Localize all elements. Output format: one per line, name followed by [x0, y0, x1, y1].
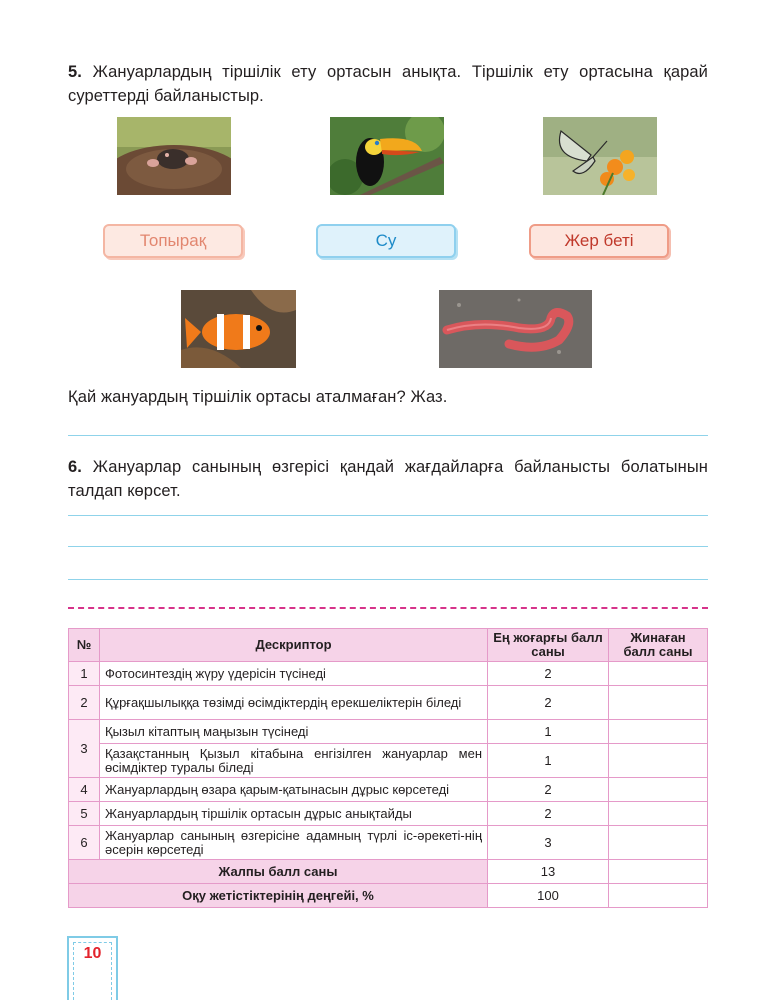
mole-photo	[117, 117, 231, 195]
question-5-number: 5.	[68, 63, 82, 81]
row-score-cell[interactable]	[609, 826, 708, 860]
total-value: 13	[488, 860, 609, 884]
row-max: 3	[488, 826, 609, 860]
table-header-row	[69, 629, 708, 662]
earthworm-photo	[439, 290, 592, 368]
page-number: 10	[83, 945, 102, 962]
table-row	[69, 826, 708, 860]
answer-line[interactable]	[68, 546, 708, 547]
toucan-photo	[330, 117, 444, 195]
answer-line[interactable]	[68, 579, 708, 580]
table-row	[69, 720, 708, 744]
question-6	[68, 455, 708, 503]
row-score-cell[interactable]	[609, 778, 708, 802]
butterfly-photo	[543, 117, 657, 195]
level-row	[69, 884, 708, 908]
section-divider	[68, 607, 708, 609]
row-score-cell[interactable]	[609, 802, 708, 826]
row-score-cell[interactable]	[609, 662, 708, 686]
row-num: 6	[69, 826, 100, 860]
row-num: 2	[69, 686, 100, 720]
habitat-tag-land[interactable]: Жер беті	[529, 224, 669, 258]
row-max: 1	[488, 720, 609, 744]
row-num: 3	[69, 720, 100, 778]
row-max: 2	[488, 662, 609, 686]
total-label: Жалпы балл саны	[69, 860, 488, 884]
row-max: 2	[488, 802, 609, 826]
row-score-cell[interactable]	[609, 720, 708, 744]
header-got: Жинаған балл саны	[609, 629, 708, 662]
row-descriptor: Қызыл кітаптың маңызын түсінеді	[100, 720, 488, 744]
row-max: 2	[488, 686, 609, 720]
row-num: 4	[69, 778, 100, 802]
clownfish-photo	[181, 290, 296, 368]
total-score-cell[interactable]	[609, 860, 708, 884]
row-descriptor: Жануарлардың өзара қарым-қатынасын дұрыс көрсетеді	[100, 778, 488, 802]
row-score-cell[interactable]	[609, 686, 708, 720]
row-max: 1	[488, 744, 609, 778]
row-num: 5	[69, 802, 100, 826]
question-5-text: Жануарлардың тіршілік ету ортасын анықта. Тіршілік ету ортасына қарай суреттерді байланыстыр.	[68, 63, 708, 105]
level-label: Оқу жетістіктерінің деңгейі, %	[69, 884, 488, 908]
header-max: Ең жоғарғы балл саны	[488, 629, 609, 662]
rubric-table	[68, 628, 708, 908]
page-number-box	[67, 936, 118, 1000]
question-5-followup: Қай жануардың тіршілік ортасы аталмаған? Жаз.	[68, 388, 448, 406]
question-6-text: Жануарлар санының өзгерісі қандай жағдайларға байланысты болатынын талдап көрсет.	[68, 458, 708, 500]
total-row	[69, 860, 708, 884]
habitat-tag-water[interactable]: Су	[316, 224, 456, 258]
row-descriptor: Фотосинтездің жүру үдерісін түсінеді	[100, 662, 488, 686]
row-descriptor: Құрғақшылыққа төзімді өсімдіктердің ерекшеліктерін біледі	[100, 686, 488, 720]
table-row	[69, 778, 708, 802]
row-num: 1	[69, 662, 100, 686]
question-5	[68, 60, 708, 108]
row-descriptor: Жануарлар санының өзгерісіне адамның түрлі іс-әрекеті-нің әсерін көрсетеді	[100, 826, 488, 860]
row-max: 2	[488, 778, 609, 802]
level-score-cell[interactable]	[609, 884, 708, 908]
row-descriptor: Жануарлардың тіршілік ортасын дұрыс анықтайды	[100, 802, 488, 826]
answer-line[interactable]	[68, 515, 708, 516]
table-row	[69, 744, 708, 778]
question-6-number: 6.	[68, 458, 82, 476]
table-row	[69, 662, 708, 686]
level-value: 100	[488, 884, 609, 908]
table-row	[69, 802, 708, 826]
answer-line[interactable]	[68, 435, 708, 436]
table-row	[69, 686, 708, 720]
row-descriptor: Қазақстанның Қызыл кітабына енгізілген жануарлар мен өсімдіктер туралы біледі	[100, 744, 488, 778]
header-num: №	[69, 629, 100, 662]
habitat-tag-soil[interactable]: Топырақ	[103, 224, 243, 258]
header-descriptor: Дескриптор	[100, 629, 488, 662]
row-score-cell[interactable]	[609, 744, 708, 778]
